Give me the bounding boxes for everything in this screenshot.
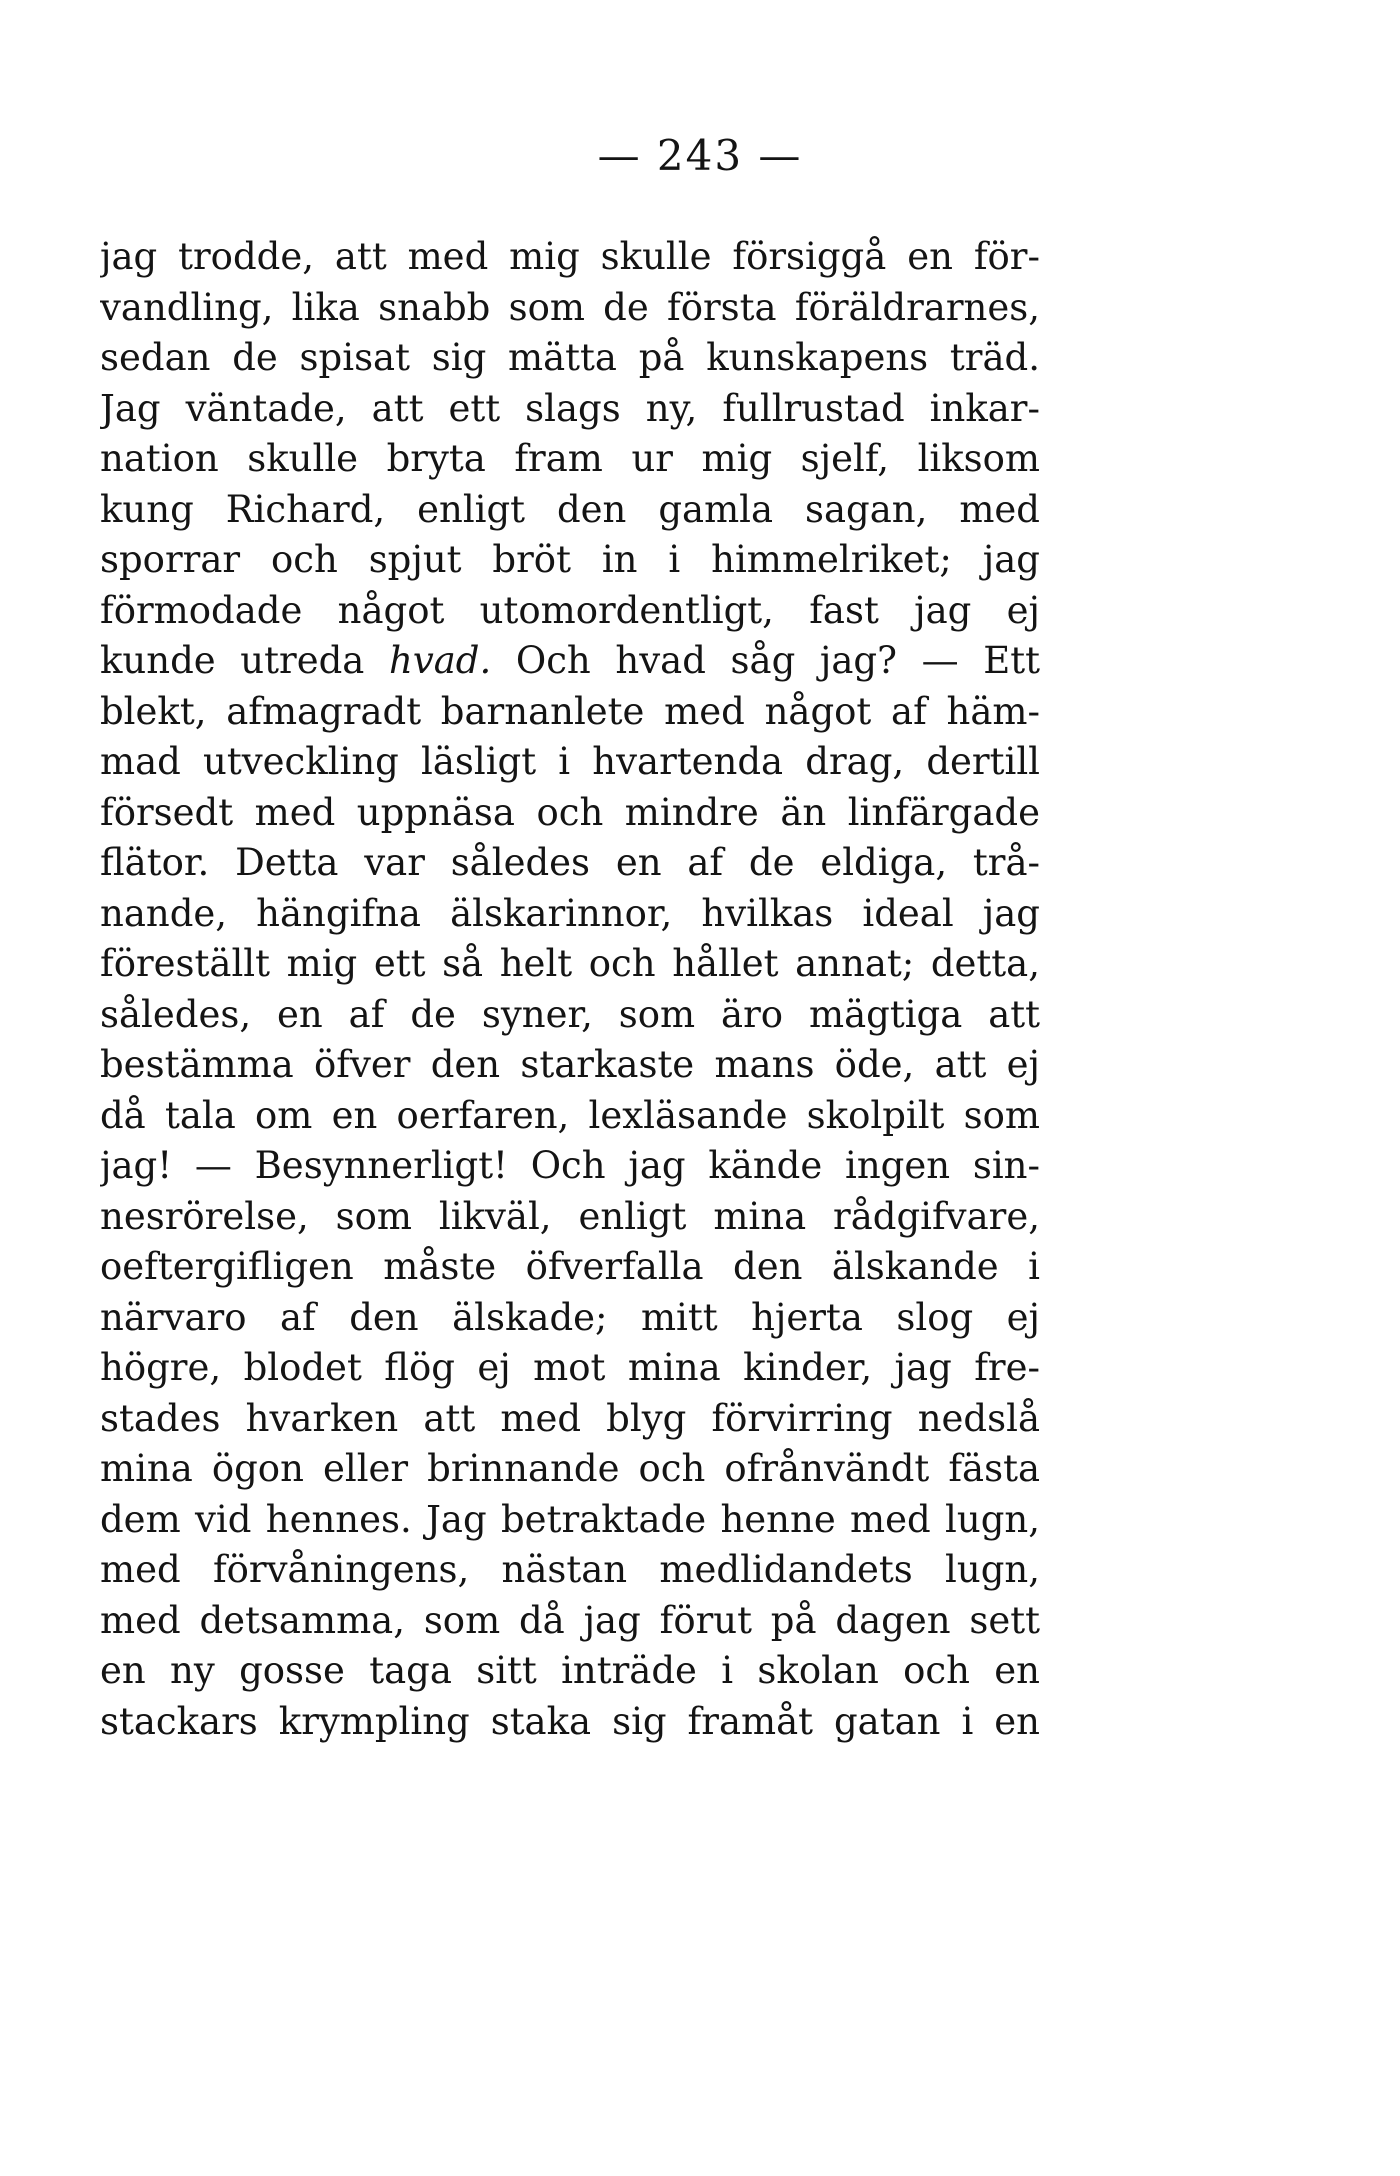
text-line: flätor. Detta var således en af de eldiga, trå- xyxy=(100,841,1040,884)
text-line: vandling, lika snabb som de första föräldrarnes, xyxy=(100,285,1040,329)
text-line: således, en af de syner, som äro mägtiga att xyxy=(100,992,1040,1036)
text-line: mina ögon eller brinnande och ofrånvändt fästa xyxy=(100,1447,1040,1490)
text-line: då tala om en oerfaren, lexläsande skolpilt som xyxy=(100,1093,1040,1137)
text-line: nesrörelse, som likväl, enligt mina rådgifvare, xyxy=(100,1194,1040,1238)
text-line: kung Richard, enligt den gamla sagan, med xyxy=(100,487,1040,531)
text-line: med förvåningens, nästan medlidandets lugn, xyxy=(100,1548,1040,1591)
text-line: jag trodde, att med mig skulle försiggå en för- xyxy=(100,235,1040,278)
text-line: bestämma öfver den starkaste mans öde, att ej xyxy=(100,1043,1040,1086)
text-line: försedt med uppnäsa och mindre än linfärgade xyxy=(100,790,1040,834)
text-line: nande, hängifna älskarinnor, hvilkas ideal jag xyxy=(100,891,1040,935)
text-line: dem vid hennes. Jag betraktade henne med lugn, xyxy=(100,1497,1040,1541)
page-number: — 243 — xyxy=(597,131,803,180)
body-text xyxy=(100,232,1040,1747)
text-line: oeftergifligen måste öfverfalla den älskande i xyxy=(100,1245,1040,1288)
text-line: stackars krympling staka sig framåt gatan i en xyxy=(100,1699,1040,1743)
text-line: en ny gosse taga sitt inträde i skolan och en xyxy=(100,1649,1040,1692)
text-line: blekt, afmagradt barnanlete med något af häm- xyxy=(100,689,1040,733)
text-line: sporrar och spjut bröt in i himmelriket; jag xyxy=(100,538,1040,581)
text-line: jag! — Besynnerligt! Och jag kände ingen sin- xyxy=(100,1144,1040,1187)
text-line: föreställt mig ett så helt och hållet annat; detta, xyxy=(100,942,1040,985)
text-line: med detsamma, som då jag förut på dagen sett xyxy=(100,1598,1040,1642)
text-line: stades hvarken att med blyg förvirring nedslå xyxy=(100,1396,1040,1440)
text-line: närvaro af den älskade; mitt hjerta slog ej xyxy=(100,1295,1040,1339)
text-line: sedan de spisat sig mätta på kunskapens träd. xyxy=(100,336,1040,379)
text-line: förmodade något utomordentligt, fast jag ej xyxy=(100,588,1040,632)
text-line: Jag väntade, att ett slags ny, fullrustad inkar- xyxy=(100,386,1040,430)
text-line: mad utveckling läsligt i hvartenda drag, dertill xyxy=(100,740,1040,783)
emphasized-word: hvad. xyxy=(388,639,492,682)
text-line: högre, blodet flög ej mot mina kinder, jag fre- xyxy=(100,1346,1040,1389)
text-line: nation skulle bryta fram ur mig sjelf, liksom xyxy=(100,437,1040,480)
text-line: kunde utreda hvad. Och hvad såg jag? — Ett xyxy=(100,639,1040,682)
